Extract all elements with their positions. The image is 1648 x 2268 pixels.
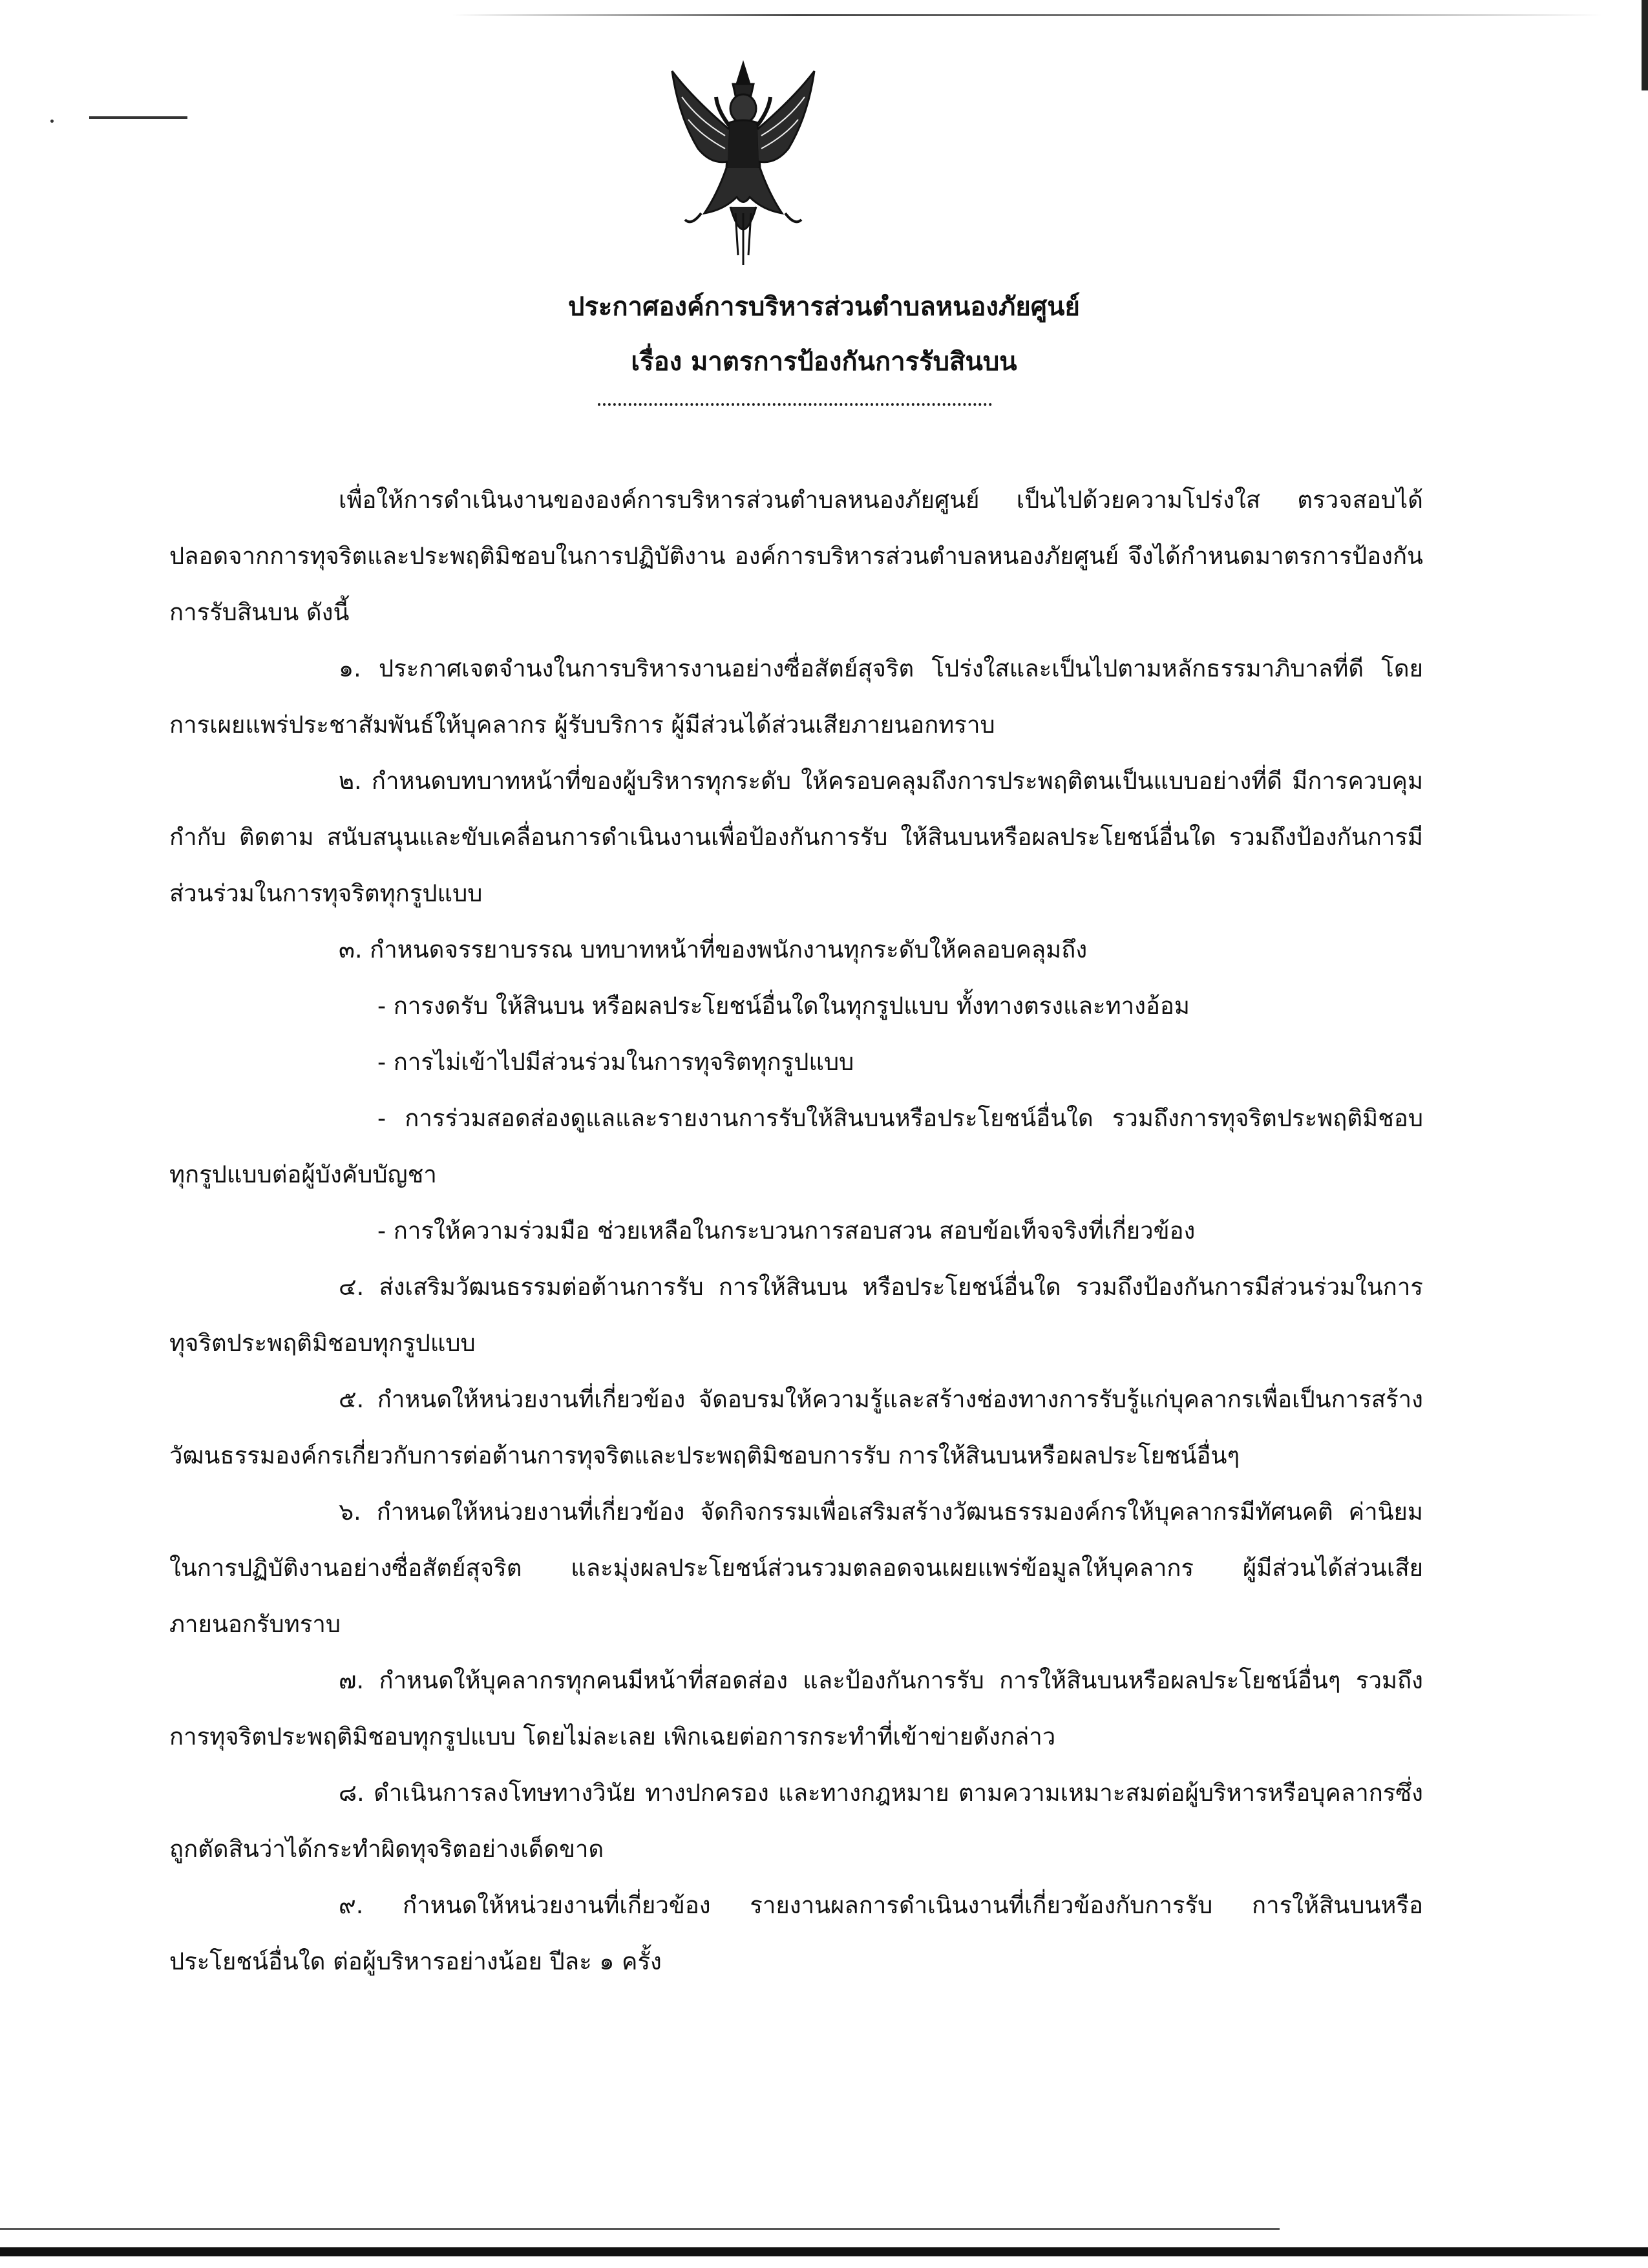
title-divider [598,403,992,406]
measure-item-3-sub-1: - การงดรับ ให้สินบน หรือผลประโยชน์อื่นใดในทุกรูปแบบ ทั้งทางตรงและทางอ้อม [377,992,1190,1020]
measure-item-2: ๒. กำหนดบทบาทหน้าที่ของผู้บริหารทุกระดับ ให้ครอบคลุมถึงการประพฤติตนเป็นแบบอย่างที่ดี มีการควบคุม กำกับ ติดตาม สนับสนุนและขับเคลื่อนการดำเนินงานเพื่อป้องกันการรับ ให้สินบนหรือผลประโยชน์อื่นใด รวมถึงป้องกันการมีส่วนร่วมในการทุจริตทุกรูปแบบ [169,767,1423,907]
measure-item-5: ๕. กำหนดให้หน่วยงานที่เกี่ยวข้อง จัดอบรมให้ความรู้และสร้างช่องทางการรับรู้แก่บุคลากรเพื่อเป็นการสร้างวัฒนธรรมองค์กรเกี่ยวกับการต่อต้านการทุจริตและประพฤติมิชอบการรับ การให้สินบนหรือผลประโยชน์อื่นๆ [169,1385,1423,1469]
scan-artifact-bottom-line [0,2247,1648,2256]
measure-item-6: ๖. กำหนดให้หน่วยงานที่เกี่ยวข้อง จัดกิจกรรมเพื่อเสริมสร้างวัฒนธรรมองค์กรให้บุคลากรมีทัศนคติ ค่านิยมในการปฏิบัติงานอย่างซื่อสัตย์สุจริต และมุ่งผลประโยชน์ส่วนรวมตลอดจนเผยแพร่ข้อมูลให้บุคลากร ผู้มีส่วนได้ส่วนเสียภายนอกรับทราบ [169,1498,1423,1638]
intro-paragraph: เพื่อให้การดำเนินงานขององค์การบริหารส่วนตำบลหนองภัยศูนย์ เป็นไปด้วยความโปร่งใส ตรวจสอบได้ ปลอดจากการทุจริตและประพฤติมิชอบในการปฏิบัติงาน องค์การบริหารส่วนตำบลหนองภัยศูนย์ จึงได้กำหนดมาตรการป้องกันการรับสินบน ดังนี้ [169,486,1423,626]
announcement-subject: เรื่อง มาตรการป้องกันการรับสินบน [631,347,1017,377]
announcement-title: ประกาศองค์การบริหารส่วนตำบลหนองภัยศูนย์ [568,292,1080,322]
scan-artifact-right-edge [1642,0,1648,90]
scan-artifact-bottom-thin-line [0,2228,1280,2230]
measure-item-7: ๗. กำหนดให้บุคลากรทุกคนมีหน้าที่สอดส่อง และป้องกันการรับ การให้สินบนหรือผลประโยชน์อื่นๆ รวมถึง การทุจริตประพฤติมิชอบทุกรูปแบบ โดยไม่ละเลย เพิกเฉยต่อการกระทำที่เข้าข่ายดังกล่าว [169,1666,1423,1750]
measure-item-9: ๙. กำหนดให้หน่วยงานที่เกี่ยวข้อง รายงานผลการดำเนินงานที่เกี่ยวข้องกับการรับ การให้สินบนหรือประโยชน์อื่นใด ต่อผู้บริหารอย่างน้อย ปีละ ๑ ครั้ง [169,1891,1423,1975]
measure-item-3: ๓. กำหนดจรรยาบรรณ บทบาทหน้าที่ของพนักงานทุกระดับให้คลอบคลุมถึง [339,936,1088,963]
measure-item-4: ๔. ส่งเสริมวัฒนธรรมต่อต้านการรับ การให้สินบน หรือประโยชน์อื่นใด รวมถึงป้องกันการมีส่วนร่วมในการทุจริตประพฤติมิชอบทุกรูปแบบ [169,1273,1423,1357]
measure-item-8: ๘. ดำเนินการลงโทษทางวินัย ทางปกครอง และทางกฎหมาย ตามความเหมาะสมต่อผู้บริหารหรือบุคลากรซึ่งถูกตัดสินว่าได้กระทำผิดทุจริตอย่างเด็ดขาด [169,1779,1423,1863]
measure-item-1: ๑. ประกาศเจตจำนงในการบริหารงานอย่างซื่อสัตย์สุจริต โปร่งใสและเป็นไปตามหลักธรรมาภิบาลที่ดี โดยการเผยแพร่ประชาสัมพันธ์ให้บุคลากร ผู้รับบริการ ผู้มีส่วนได้ส่วนเสียภายนอกทราบ [169,655,1423,739]
measure-item-3-sub-4: - การให้ความร่วมมือ ช่วยเหลือในกระบวนการสอบสวน สอบข้อเท็จจริงที่เกี่ยวข้อง [377,1217,1196,1244]
scan-artifact-left-mark [89,116,187,119]
announcement-body [169,472,1423,1990]
garuda-emblem-icon [666,58,821,271]
measure-item-3-sub-2: - การไม่เข้าไปมีส่วนร่วมในการทุจริตทุกรูปแบบ [377,1048,854,1076]
scan-artifact-dot [50,120,54,123]
scan-artifact-top-line [452,14,1603,16]
measure-item-3-sub-3: - การร่วมสอดส่องดูแลและรายงานการรับให้สินบนหรือประโยชน์อื่นใด รวมถึงการทุจริตประพฤติมิชอบทุกรูปแบบต่อผู้บังคับบัญชา [169,1104,1423,1188]
